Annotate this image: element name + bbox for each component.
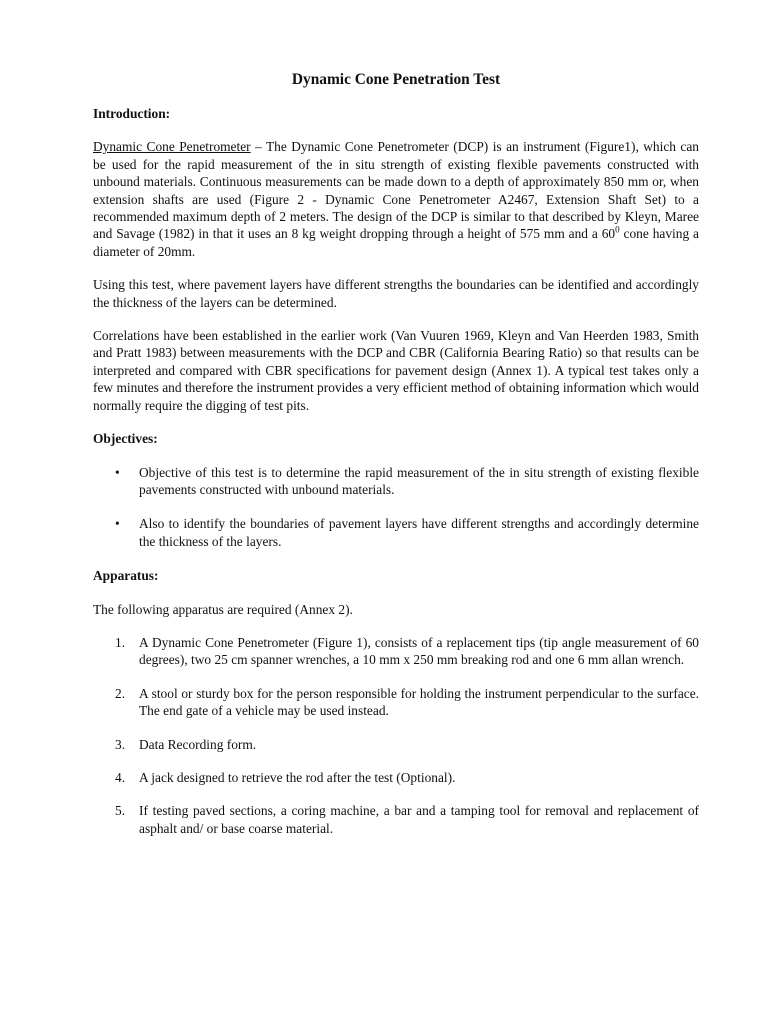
apparatus-item [93,685,699,720]
introduction-heading: Introduction: [93,106,171,121]
objective-item [93,515,699,550]
apparatus-heading: Apparatus: [93,568,159,584]
degree-superscript: 0 [615,224,620,235]
apparatus-list [93,634,699,837]
introduction-paragraph-1-text-b: cone having a diameter of 20mm. [93,226,700,259]
item-number: 5. [115,803,126,819]
dcp-term: Dynamic Cone Penetrometer [93,139,251,155]
apparatus-intro: The following apparatus are required (Annex 2). [93,601,353,617]
introduction-paragraph-3: Correlations have been established in the earlier work (Van Vuuren 1969, Kleyn and Van Heerden 1983, Smith and Pratt 1983) between measurements with the DCP and CBR (California Bearing Ratio) so that results can be interpreted and compared with CBR specifications for pavement design (Annex 1). A typical test takes only a few minutes and therefore the instrument provides a very efficient method of obtaining information which would normally require the digging of test pits. [93,328,699,413]
document-page [93,70,699,853]
apparatus-item [93,769,699,786]
item-number: 3. [115,736,126,752]
item-number: 4. [115,769,126,785]
apparatus-text: If testing paved sections, a coring machine, a bar and a tamping tool for removal and replacement of asphalt and/ or base coarse material. [139,803,699,836]
bullet-icon: • [115,464,120,480]
objective-text: Also to identify the boundaries of pavement layers have different strengths and accordingly determine the thickness of the layers. [139,516,699,549]
introduction-paragraph-1-text-a: – The Dynamic Cone Penetrometer (DCP) is an instrument (Figure1), which can be used for the rapid measurement of the in situ strength of existing flexible pavements constructed with unbound materials. Continuous measurements can be made down to a depth of approximately 850 mm or, when extension shafts are used (Figure 2 - Dynamic Cone Penetrometer A2467, Extension Shaft Set) to a recommended maximum depth of 2 meters. The design of the DCP is similar to that described by Kleyn, Maree and Savage (1982) in that it uses an 8 kg weight dropping through a height of 575 mm and a 60 [93,139,699,242]
apparatus-text: A jack designed to retrieve the rod after the test (Optional). [139,769,456,785]
objective-item [93,464,699,499]
objective-text: Objective of this test is to determine the rapid measurement of the in situ strength of existing flexible pavements constructed with unbound materials. [139,464,699,497]
apparatus-text: Data Recording form. [139,736,257,752]
introduction-paragraph-1 [93,138,699,260]
bullet-icon: • [115,516,120,532]
objectives-list [93,464,699,551]
apparatus-text: A Dynamic Cone Penetrometer (Figure 1), consists of a replacement tips (tip angle measurement of 60 degrees), two 25 cm spanner wrenches, a 10 mm x 250 mm breaking rod and one 6 mm allan wrench. [139,634,699,668]
item-number: 1. [115,634,126,650]
apparatus-item [93,736,699,753]
item-number: 2. [115,685,126,701]
apparatus-item [93,802,699,837]
page-title: Dynamic Cone Penetration Test [291,71,501,88]
apparatus-text: A stool or sturdy box for the person responsible for holding the instrument perpendicular to the surface. The end gate of a vehicle may be used instead. [139,685,699,719]
apparatus-item [93,634,699,669]
objectives-heading: Objectives: [93,431,158,447]
introduction-paragraph-2: Using this test, where pavement layers have different strengths the boundaries can be identified and accordingly the thickness of the layers can be determined. [93,277,699,310]
